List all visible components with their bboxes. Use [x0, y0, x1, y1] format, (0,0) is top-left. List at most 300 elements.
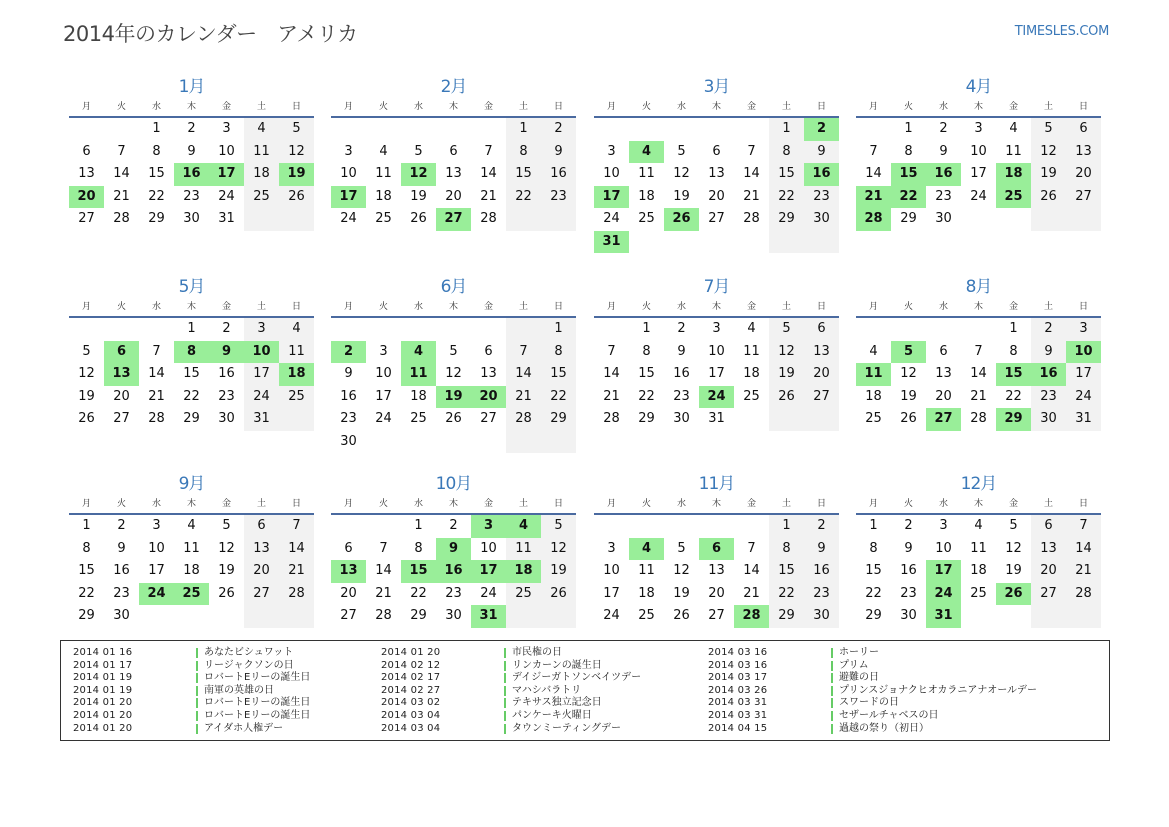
day-grid — [856, 318, 1101, 431]
empty-day-cell — [174, 605, 209, 628]
holiday-date: 2014 01 20 — [73, 697, 133, 709]
weekday-label: 木 — [448, 102, 458, 112]
day-cell: 18 — [865, 388, 882, 404]
holiday-entry — [381, 660, 641, 673]
day-cell: 2 — [939, 121, 948, 136]
day-cell: 28 — [375, 608, 392, 623]
day-cell: 23 — [340, 411, 357, 426]
holiday-name: パンケーキ火曜日 — [512, 709, 592, 721]
holiday-day-cell: 25 — [174, 583, 209, 606]
day-cell: 10 — [218, 143, 235, 159]
weekday-label: 木 — [711, 499, 721, 509]
day-cell: 3 — [344, 143, 353, 159]
day-cell: 10 — [480, 540, 497, 556]
holiday-marker — [504, 673, 506, 683]
day-cell: 10 — [708, 343, 725, 359]
holiday-date: 2014 03 26 — [708, 684, 768, 696]
day-cell: 19 — [541, 560, 576, 583]
holiday-date: 2014 03 04 — [381, 709, 441, 721]
holiday-entry — [708, 685, 1037, 698]
month-name: 12月 — [960, 474, 997, 494]
month-name: 8月 — [965, 277, 992, 297]
holiday-date: 2014 03 02 — [381, 697, 441, 709]
holiday-name: ホーリー — [839, 647, 879, 658]
holiday-entry — [708, 660, 1037, 673]
day-cell: 2 — [449, 518, 458, 533]
day-cell: 27 — [78, 211, 95, 226]
empty-day-cell — [926, 318, 961, 341]
day-cell: 6 — [804, 318, 839, 341]
day-cell: 1 — [1009, 321, 1018, 336]
day-cell: 2 — [1031, 318, 1066, 341]
holiday-day-cell: 16 — [1031, 363, 1066, 386]
day-cell: 21 — [743, 585, 760, 601]
month-name: 2月 — [440, 77, 467, 97]
holiday-marker — [831, 724, 833, 734]
holiday-day-cell: 15 — [996, 363, 1031, 386]
day-cell: 7 — [869, 143, 878, 159]
holiday-day-cell: 8 — [174, 341, 209, 364]
weekday-label: 土 — [518, 302, 528, 312]
day-cell: 8 — [904, 143, 913, 159]
holiday-day-cell: 31 — [471, 605, 506, 628]
day-cell: 25 — [865, 411, 882, 426]
month-calendar — [69, 276, 314, 431]
day-cell: 11 — [375, 166, 392, 181]
day-cell: 28 — [970, 411, 987, 426]
day-cell: 22 — [183, 388, 200, 404]
day-grid — [856, 515, 1101, 628]
empty-day-cell — [541, 431, 576, 454]
empty-day-cell — [594, 318, 629, 341]
day-cell: 9 — [904, 540, 913, 556]
day-cell: 20 — [445, 188, 462, 204]
holiday-name: スワードの日 — [839, 697, 899, 709]
day-cell: 4 — [747, 321, 756, 336]
holiday-name: 避難の日 — [839, 672, 879, 684]
day-cell: 16 — [218, 366, 235, 381]
month-calendar — [856, 76, 1101, 231]
day-cell: 25 — [638, 608, 655, 623]
day-cell: 23 — [1031, 386, 1066, 409]
holiday-name: 過越の祭り（初日） — [839, 722, 929, 734]
day-cell: 12 — [900, 366, 917, 381]
day-cell: 18 — [638, 188, 655, 204]
weekday-label: 水 — [676, 102, 686, 112]
empty-day-cell — [471, 318, 506, 341]
day-cell: 4 — [379, 143, 388, 159]
weekday-label: 月 — [868, 102, 878, 112]
weekday-label: 火 — [641, 302, 651, 312]
empty-day-cell — [69, 118, 104, 141]
weekday-label: 土 — [781, 102, 791, 112]
day-cell: 11 — [638, 563, 655, 578]
day-cell: 23 — [673, 388, 690, 404]
empty-day-cell — [804, 408, 839, 431]
weekday-label: 水 — [151, 499, 161, 509]
day-cell: 12 — [1005, 540, 1022, 556]
day-cell: 30 — [183, 211, 200, 226]
empty-day-cell — [436, 118, 471, 141]
weekday-label: 土 — [781, 499, 791, 509]
holiday-day-cell: 4 — [629, 141, 664, 164]
day-cell: 15 — [78, 563, 95, 578]
day-cell: 14 — [970, 366, 987, 381]
holiday-marker — [831, 698, 833, 708]
day-cell: 23 — [804, 583, 839, 606]
day-grid — [594, 318, 839, 431]
day-cell: 5 — [1009, 518, 1018, 533]
weekday-label: 火 — [378, 302, 388, 312]
empty-day-cell — [366, 118, 401, 141]
holiday-entry — [708, 723, 1037, 736]
day-cell: 28 — [148, 411, 165, 426]
holiday-day-cell: 17 — [209, 163, 244, 186]
day-cell: 15 — [506, 163, 541, 186]
day-cell: 24 — [375, 411, 392, 426]
weekday-label: 水 — [151, 102, 161, 112]
day-cell: 9 — [187, 143, 196, 159]
day-cell: 27 — [804, 386, 839, 409]
day-cell: 22 — [78, 585, 95, 601]
day-cell: 1 — [769, 515, 804, 538]
month-name: 3月 — [703, 77, 730, 97]
holiday-day-cell: 19 — [436, 386, 471, 409]
day-cell: 1 — [82, 518, 91, 533]
holiday-day-cell: 28 — [856, 208, 891, 231]
day-cell: 27 — [480, 411, 497, 426]
day-grid — [331, 118, 576, 231]
weekday-label: 金 — [221, 102, 231, 112]
weekday-label: 日 — [1078, 302, 1088, 312]
holiday-marker — [504, 661, 506, 671]
day-cell: 22 — [410, 585, 427, 601]
day-cell: 19 — [673, 188, 690, 204]
empty-day-cell — [209, 605, 244, 628]
holiday-day-cell: 25 — [996, 186, 1031, 209]
day-cell: 24 — [218, 188, 235, 204]
day-cell: 13 — [445, 166, 462, 181]
empty-day-cell — [104, 318, 139, 341]
day-cell: 30 — [1031, 408, 1066, 431]
holiday-day-cell: 6 — [699, 538, 734, 561]
day-cell: 17 — [148, 563, 165, 578]
day-cell: 5 — [1031, 118, 1066, 141]
month-name: 10月 — [435, 474, 472, 494]
day-cell: 26 — [900, 411, 917, 426]
day-cell: 25 — [743, 388, 760, 404]
day-cell: 22 — [769, 186, 804, 209]
month-calendar — [594, 276, 839, 431]
day-cell: 29 — [769, 605, 804, 628]
empty-day-cell — [1031, 605, 1066, 628]
day-cell: 14 — [113, 166, 130, 181]
holiday-day-cell: 27 — [436, 208, 471, 231]
day-cell: 18 — [410, 388, 427, 404]
weekday-label: 金 — [483, 302, 493, 312]
day-cell: 8 — [506, 141, 541, 164]
day-cell: 8 — [1009, 343, 1018, 359]
holiday-marker — [196, 673, 198, 683]
day-cell: 10 — [603, 166, 620, 181]
month-name: 11月 — [698, 474, 735, 494]
day-cell: 31 — [244, 408, 279, 431]
weekday-label: 金 — [1008, 499, 1018, 509]
month-calendar — [856, 276, 1101, 431]
holiday-marker — [831, 648, 833, 658]
holiday-day-cell: 29 — [996, 408, 1031, 431]
day-cell: 6 — [244, 515, 279, 538]
weekday-label: 日 — [816, 102, 826, 112]
site-link[interactable]: TIMESLES.COM — [1014, 24, 1109, 39]
day-cell: 3 — [222, 121, 231, 136]
day-cell: 14 — [375, 563, 392, 578]
empty-day-cell — [1066, 208, 1101, 231]
day-cell: 6 — [712, 143, 721, 159]
holiday-entry — [73, 660, 310, 673]
day-cell: 25 — [970, 585, 987, 601]
holiday-date: 2014 01 20 — [73, 709, 133, 721]
weekday-label: 月 — [606, 302, 616, 312]
day-cell: 29 — [638, 411, 655, 426]
day-cell: 2 — [804, 515, 839, 538]
day-cell: 24 — [244, 386, 279, 409]
holiday-day-cell: 17 — [331, 186, 366, 209]
holiday-day-cell: 27 — [926, 408, 961, 431]
weekday-label: 火 — [378, 102, 388, 112]
day-cell: 3 — [244, 318, 279, 341]
holiday-day-cell: 16 — [436, 560, 471, 583]
day-cell: 31 — [708, 411, 725, 426]
empty-day-cell — [244, 605, 279, 628]
day-cell: 4 — [244, 118, 279, 141]
weekday-label: 日 — [553, 302, 563, 312]
holiday-name: ロバートEリーの誕生日 — [204, 697, 311, 709]
holiday-column — [708, 647, 1037, 735]
weekday-label: 金 — [483, 499, 493, 509]
empty-day-cell — [471, 118, 506, 141]
day-cell: 16 — [804, 560, 839, 583]
weekday-label: 日 — [816, 499, 826, 509]
day-cell: 12 — [541, 538, 576, 561]
day-cell: 23 — [218, 388, 235, 404]
day-cell: 30 — [340, 433, 357, 449]
day-cell: 29 — [410, 608, 427, 623]
empty-day-cell — [104, 118, 139, 141]
day-cell: 31 — [218, 211, 235, 226]
empty-day-cell — [699, 231, 734, 254]
day-cell: 22 — [148, 188, 165, 204]
holiday-name: 市民権の日 — [512, 647, 562, 658]
holiday-entry — [73, 647, 310, 660]
day-cell: 8 — [769, 538, 804, 561]
empty-day-cell — [856, 118, 891, 141]
day-cell: 27 — [244, 583, 279, 606]
holiday-date: 2014 01 17 — [73, 659, 133, 671]
day-cell: 1 — [541, 318, 576, 341]
day-cell: 12 — [1031, 141, 1066, 164]
holiday-entry — [73, 710, 310, 723]
weekday-label: 日 — [1078, 102, 1088, 112]
day-cell: 4 — [279, 318, 314, 341]
empty-day-cell — [279, 408, 314, 431]
day-cell: 20 — [935, 388, 952, 404]
empty-day-cell — [506, 318, 541, 341]
weekday-label: 金 — [1008, 302, 1018, 312]
holiday-day-cell: 11 — [401, 363, 436, 386]
day-cell: 22 — [506, 186, 541, 209]
holiday-name: ロバートEリーの誕生日 — [204, 709, 311, 721]
day-cell: 7 — [1066, 515, 1101, 538]
weekday-label: 月 — [81, 499, 91, 509]
day-cell: 19 — [218, 563, 235, 578]
month-calendar — [331, 473, 576, 628]
day-cell: 23 — [804, 186, 839, 209]
day-cell: 31 — [1066, 408, 1101, 431]
empty-day-cell — [139, 605, 174, 628]
day-cell: 7 — [974, 343, 983, 359]
day-cell: 3 — [939, 518, 948, 533]
day-cell: 8 — [414, 540, 423, 556]
holiday-day-cell: 4 — [629, 538, 664, 561]
day-cell: 20 — [708, 188, 725, 204]
weekday-label: 土 — [781, 302, 791, 312]
weekday-label: 水 — [938, 102, 948, 112]
day-cell: 30 — [935, 211, 952, 226]
day-cell: 27 — [1066, 186, 1101, 209]
holiday-entry — [708, 647, 1037, 660]
holiday-entry — [381, 723, 641, 736]
weekday-label: 土 — [256, 102, 266, 112]
day-cell: 19 — [673, 585, 690, 601]
empty-day-cell — [331, 318, 366, 341]
holiday-day-cell: 18 — [279, 363, 314, 386]
holiday-entry — [73, 685, 310, 698]
holiday-day-cell: 17 — [471, 560, 506, 583]
holiday-day-cell: 20 — [69, 186, 104, 209]
empty-day-cell — [401, 431, 436, 454]
weekday-header — [856, 98, 1101, 118]
holiday-name: セザールチャベスの日 — [839, 709, 939, 721]
weekday-label: 水 — [413, 499, 423, 509]
day-cell: 28 — [113, 211, 130, 226]
holiday-name: プリム — [839, 659, 869, 671]
holiday-name: 南軍の英雄の日 — [204, 684, 274, 696]
empty-day-cell — [996, 605, 1031, 628]
day-grid — [69, 118, 314, 231]
empty-day-cell — [506, 431, 541, 454]
weekday-header — [594, 298, 839, 318]
day-cell: 28 — [603, 411, 620, 426]
holiday-entry — [73, 697, 310, 710]
day-cell: 8 — [82, 540, 91, 556]
holiday-date: 2014 02 12 — [381, 659, 441, 671]
day-cell: 18 — [638, 585, 655, 601]
month-calendar — [594, 473, 839, 628]
holiday-day-cell: 24 — [139, 583, 174, 606]
weekday-label: 火 — [378, 499, 388, 509]
day-grid — [594, 515, 839, 628]
holiday-day-cell: 3 — [471, 515, 506, 538]
day-cell: 14 — [279, 538, 314, 561]
day-cell: 10 — [603, 563, 620, 578]
day-cell: 29 — [183, 411, 200, 426]
holiday-marker — [196, 648, 198, 658]
month-name: 9月 — [178, 474, 205, 494]
holiday-day-cell: 20 — [471, 386, 506, 409]
day-cell: 23 — [183, 188, 200, 204]
weekday-label: 火 — [116, 102, 126, 112]
holiday-name: アイダホ人権デー — [204, 722, 284, 734]
day-cell: 18 — [375, 188, 392, 204]
empty-day-cell — [629, 515, 664, 538]
empty-day-cell — [769, 231, 804, 254]
day-cell: 6 — [484, 343, 493, 359]
day-cell: 13 — [935, 366, 952, 381]
day-cell: 13 — [78, 166, 95, 181]
empty-day-cell — [961, 208, 996, 231]
month-calendar — [856, 473, 1101, 628]
empty-day-cell — [506, 208, 541, 231]
day-cell: 3 — [607, 540, 616, 556]
weekday-label: 日 — [1078, 499, 1088, 509]
holiday-name: プリンスジョナクヒオカラニアナオールデー — [839, 684, 1037, 696]
day-cell: 19 — [900, 388, 917, 404]
day-cell: 21 — [970, 388, 987, 404]
day-cell: 20 — [113, 388, 130, 404]
holiday-marker — [831, 711, 833, 721]
day-cell: 24 — [340, 211, 357, 226]
empty-day-cell — [629, 231, 664, 254]
month-name: 5月 — [178, 277, 205, 297]
day-cell: 12 — [445, 366, 462, 381]
empty-day-cell — [664, 515, 699, 538]
weekday-header — [594, 98, 839, 118]
weekday-label: 月 — [868, 499, 878, 509]
holiday-entry — [73, 723, 310, 736]
weekday-label: 木 — [186, 499, 196, 509]
day-cell: 1 — [414, 518, 423, 533]
day-cell: 22 — [865, 585, 882, 601]
day-cell: 15 — [865, 563, 882, 578]
day-cell: 22 — [638, 388, 655, 404]
day-cell: 18 — [970, 563, 987, 578]
empty-day-cell — [331, 515, 366, 538]
holiday-day-cell: 4 — [401, 341, 436, 364]
empty-day-cell — [734, 408, 769, 431]
weekday-label: 火 — [641, 499, 651, 509]
day-cell: 26 — [78, 411, 95, 426]
weekday-header — [331, 495, 576, 515]
day-cell: 30 — [804, 208, 839, 231]
day-cell: 15 — [638, 366, 655, 381]
weekday-label: 木 — [186, 102, 196, 112]
empty-day-cell — [279, 208, 314, 231]
day-grid — [331, 515, 576, 628]
weekday-label: 土 — [256, 302, 266, 312]
weekday-label: 土 — [256, 499, 266, 509]
day-cell: 11 — [244, 141, 279, 164]
weekday-label: 金 — [746, 302, 756, 312]
day-cell: 20 — [340, 585, 357, 601]
day-cell: 20 — [804, 363, 839, 386]
weekday-label: 金 — [221, 499, 231, 509]
day-cell: 14 — [865, 166, 882, 181]
weekday-label: 土 — [518, 499, 528, 509]
day-cell: 7 — [484, 143, 493, 159]
day-cell: 21 — [480, 188, 497, 204]
day-cell: 27 — [708, 608, 725, 623]
